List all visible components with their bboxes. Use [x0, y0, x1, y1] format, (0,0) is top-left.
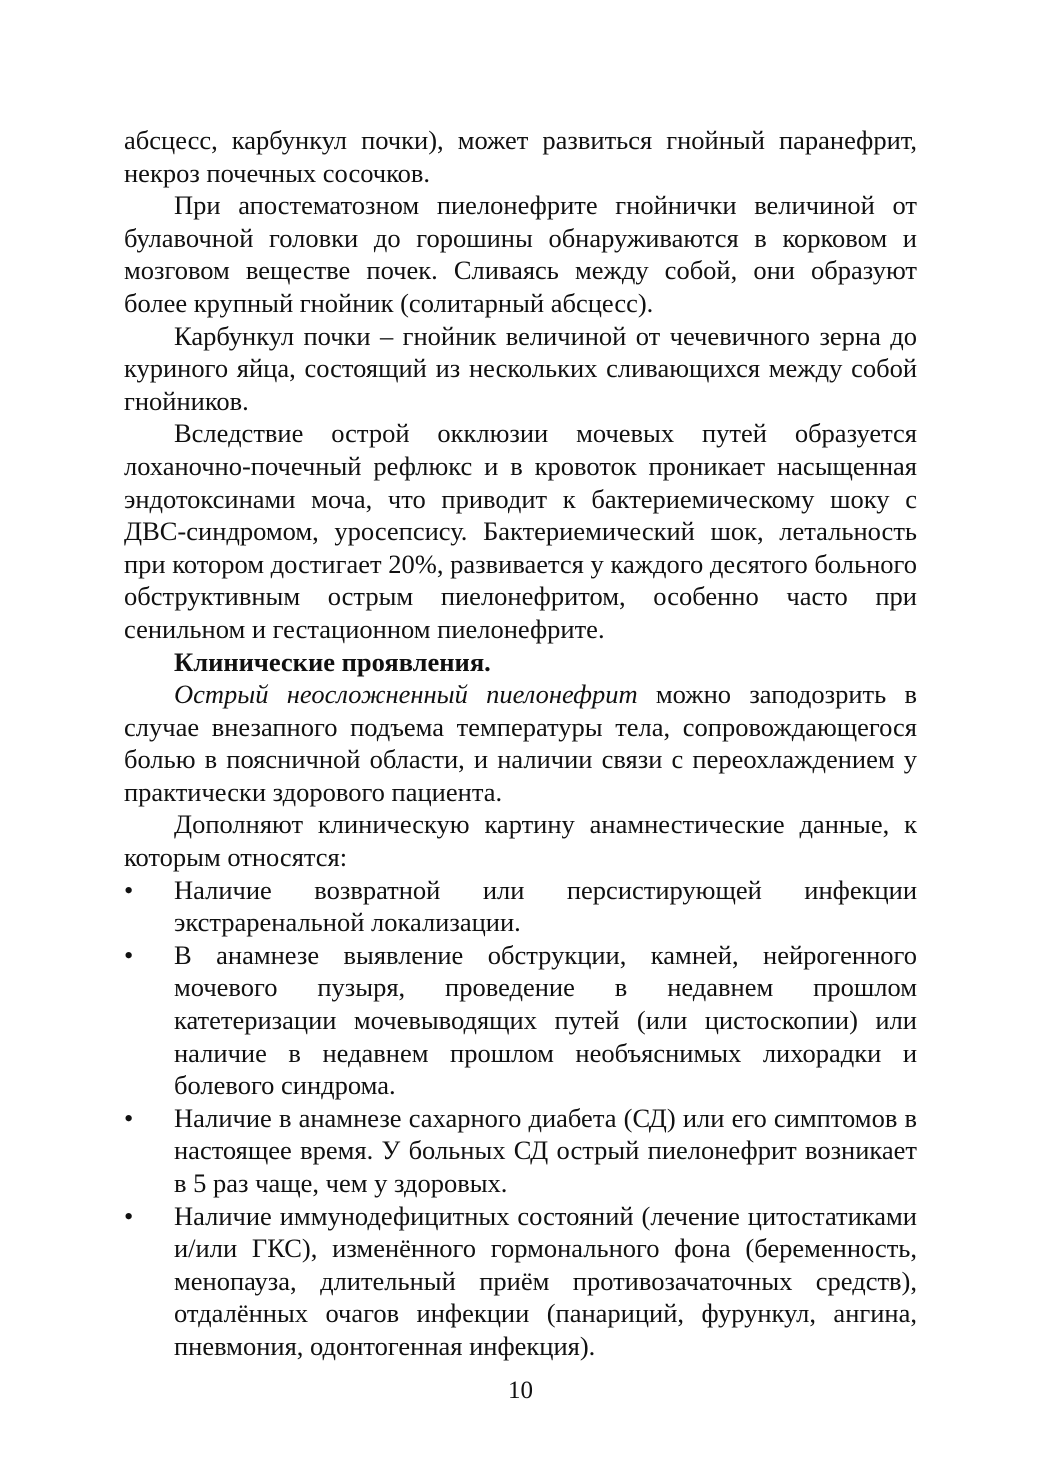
bullet-marker: •	[124, 874, 134, 905]
list-item-text: В анамнезе выявление обструкции, камней, нейрогенного мочевого пузыря, проведение в недавнем прошлом катетеризации мочевыводящих путей (или цистоскопии) или наличие в недавнем прошлом необъяснимых лихорадки и болевого синдрома.	[174, 939, 917, 1101]
list-item	[124, 1200, 917, 1363]
list-item	[124, 1102, 917, 1200]
paragraph-clinical-intro	[124, 678, 917, 808]
bullet-marker: •	[124, 939, 134, 970]
list-item	[124, 874, 917, 939]
intro-italic-term: Острый неосложненный пиелонефрит	[174, 679, 638, 710]
list-item-text: Наличие в анамнезе сахарного диабета (СД) или его симптомов в настоящее время. У больных СД острый пиелонефрит возникает в 5 раз чаще, чем у здоровых.	[174, 1102, 917, 1198]
paragraph-apostematous: При апостематозном пиелонефрите гнойнички величиной от булавочной головки до горошины обнаруживаются в корковом и мозговом веществе почек. Сливаясь между собой, они образуют более крупный гнойник (солитарный абсцесс).	[124, 190, 917, 318]
paragraph-carbuncle: Карбункул почки – гнойник величиной от чечевичного зерна до куриного яйца, состоящий из нескольких сливающихся между собой гнойников.	[124, 320, 917, 416]
section-heading: Клинические проявления.	[174, 646, 491, 677]
paragraph-continuation: абсцесс, карбункул почки), может развиться гнойный паранефрит, некроз почечных сосочков.	[124, 125, 917, 188]
list-item-text: Наличие иммунодефицитных состояний (лечение цитостатиками и/или ГКС), изменённого гормонального фона (беременность, менопауза, длительный приём противозачаточных средств), отдалённых очагов инфекции (панариций, фурункул, ангина, пневмония, одонтогенная инфекция).	[174, 1200, 917, 1361]
bullet-marker: •	[124, 1102, 134, 1133]
bullet-marker: •	[124, 1200, 134, 1231]
list-item-text: Наличие возвратной или персистирующей инфекции экстраренальной локализации.	[174, 874, 917, 938]
intro-rest-text: можно заподозрить в случае внезапного подъема температуры тела, сопровождающегося болью в поясничной области, и наличии связи с переохлаждением у практически здорового пациента.	[124, 679, 917, 807]
list-item	[124, 939, 917, 1102]
paragraph-lead-in: Дополняют клиническую картину анамнестические данные, к которым относятся:	[124, 809, 917, 873]
paragraph-occlusion: Вследствие острой окклюзии мочевых путей образуется лоханочно-почечный рефлюкс и в кровоток проникает насыщенная эндотоксинами моча, что приводит к бактериемическому шоку с ДВС-синдромом, уросепсису. Бактериемический шок, летальность при котором достигает 20%, развивается у каждого десятого больного обструктивным острым пиелонефритом, особенно часто при сенильном и гестационном пиелонефрите.	[124, 418, 917, 644]
anamnesis-list	[124, 874, 917, 1363]
page-number: 10	[508, 1377, 533, 1404]
page-text	[124, 124, 917, 1363]
